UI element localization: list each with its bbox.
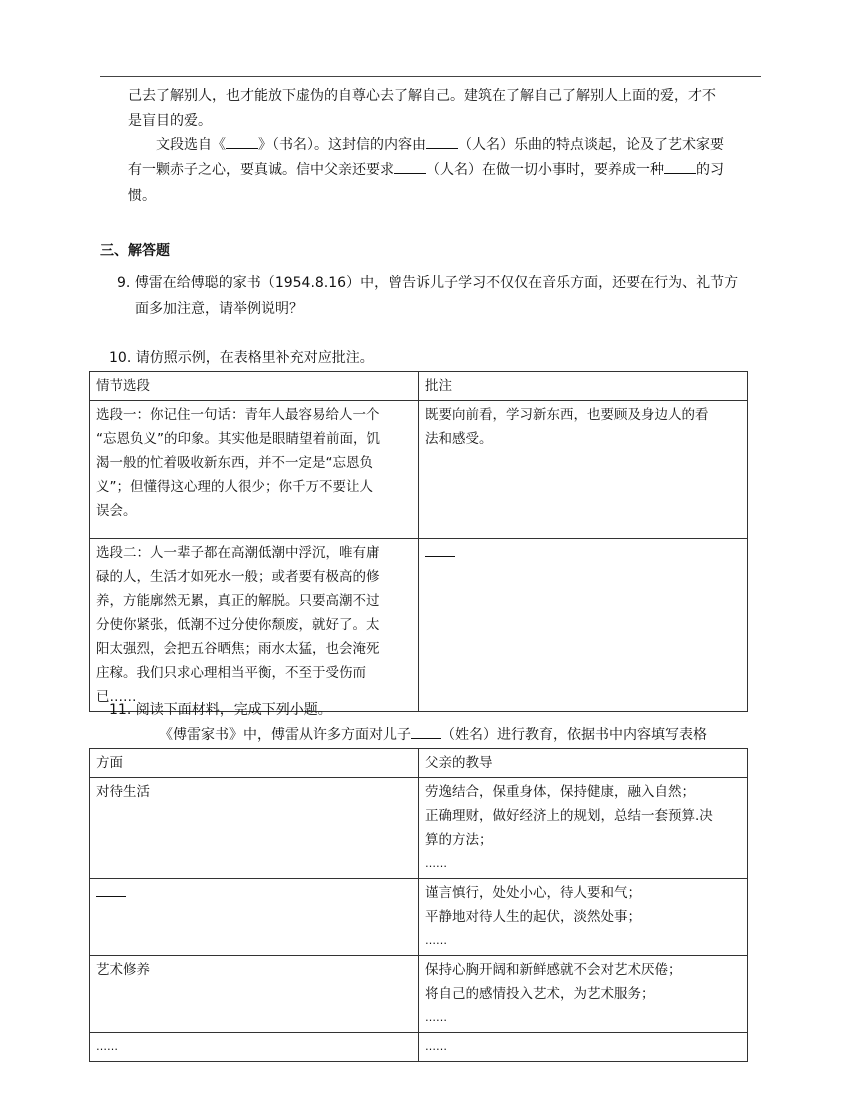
section-title: 三、解答题 <box>100 243 170 259</box>
fill-sentence: 文段选自《 》（书名）。这封信的内容由 （人名）乐曲的特点谈起，论及了艺术家要 <box>156 133 776 158</box>
table-cell: 选段一：你记住一句话：青年人最容易给人一个 “忘恩负义”的印象。其实他是眼睛望着前面，饥 渴一般的忙着吸收新东西，并不一定是“忘恩负 义”；但懂得这心理的人很少；你千万不要让人 误会。 <box>90 401 419 539</box>
blank-person-name[interactable] <box>426 133 458 149</box>
answer-blank[interactable] <box>425 542 455 557</box>
passage-line: 己去了解别人，也才能放下虚伪的自尊心去了解自己。建筑在了解自己了解别人上面的爱，才不 <box>128 88 716 104</box>
question-9-line2: 面多加注意，请举例说明？ <box>135 301 303 317</box>
passage-line: 惯。 <box>128 188 156 204</box>
table-cell: 劳逸结合，保重身体，保持健康，融入自然； 正确理财，做好经济上的规划，总结一套预算.决 算的方法； …… <box>419 778 748 879</box>
annotation-table <box>89 371 748 712</box>
table-cell <box>90 879 419 956</box>
table-header: 批注 <box>419 372 748 401</box>
blank-person-name-2[interactable] <box>394 158 426 174</box>
passage-line: 是盲目的爱。 <box>128 113 212 129</box>
header-rule <box>100 76 761 77</box>
table-cell: 选段二：人一辈子都在高潮低潮中浮沉，唯有庸 碌的人，生活才如死水一般；或者要有极高的修 养，方能廓然无累，真正的解脱。只要高潮不过 分使你紧张，低潮不过分使你颓废，就好了。太 阳太强烈，会把五谷晒焦；雨水太猛，也会淹死 庄稼。我们只求心理相当平衡，不至于受伤而 已…… <box>90 539 419 712</box>
table-cell: 谨言慎行，处处小心，待人要和气； 平静地对待人生的起伏，淡然处事； …… <box>419 879 748 956</box>
table-header: 方面 <box>90 749 419 778</box>
table-header: 父亲的教导 <box>419 749 748 778</box>
question-11: 11. 阅读下面材料，完成下列小题。 <box>109 702 332 718</box>
blank-book-title[interactable] <box>226 133 258 149</box>
table-cell: 艺术修养 <box>90 956 419 1033</box>
table-header: 情节选段 <box>90 372 419 401</box>
fill-sentence: 有一颗赤子之心，要真诚。信中父亲还要求 （人名）在做一切小事时，要养成一种 的习 <box>128 158 768 183</box>
blank-son-name[interactable] <box>411 723 441 739</box>
table-cell: …… <box>419 1033 748 1062</box>
question-10: 10. 请仿照示例，在表格里补充对应批注。 <box>109 350 374 366</box>
table-cell: …… <box>90 1033 419 1062</box>
question-9: 9. 傅雷在给傅聪的家书（1954.8.16）中，曾告诉儿子学习不仅仅在音乐方面，还要在行为、礼节方 <box>117 275 739 291</box>
question-11-lead: 《傅雷家书》中，傅雷从许多方面对儿子 （姓名）进行教育，依据书中内容填写表格 <box>159 723 707 744</box>
table-cell: 既要向前看，学习新东西，也要顾及身边人的看 法和感受。 <box>419 401 748 539</box>
answer-blank[interactable] <box>96 882 126 897</box>
table-cell: 对待生活 <box>90 778 419 879</box>
table-cell: 保持心胸开阔和新鲜感就不会对艺术厌倦； 将自己的感情投入艺术，为艺术服务； …… <box>419 956 748 1033</box>
education-table <box>89 748 748 1062</box>
table-cell <box>419 539 748 712</box>
blank-habit[interactable] <box>664 158 696 174</box>
